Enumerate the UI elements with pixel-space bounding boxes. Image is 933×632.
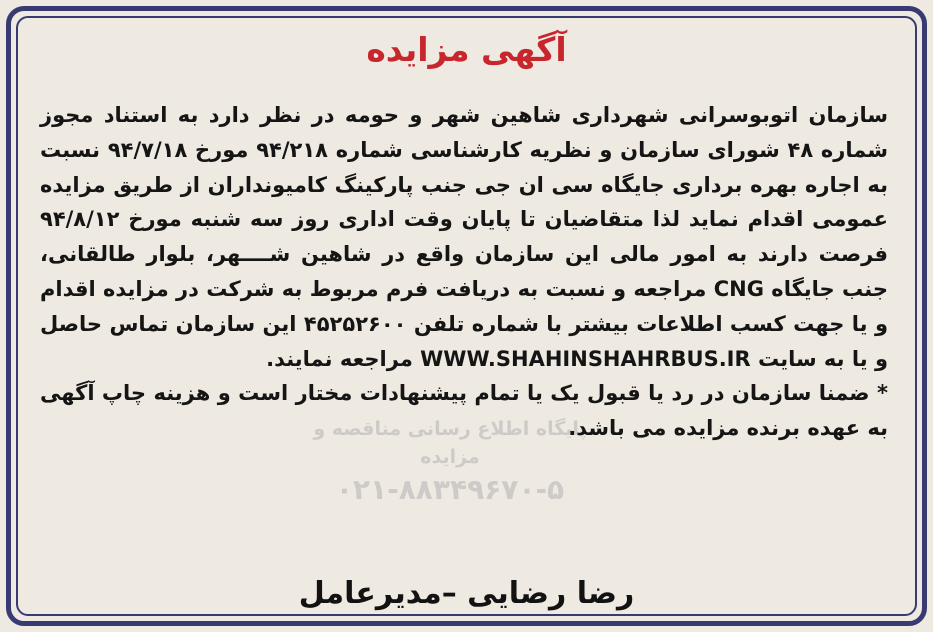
watermark-phone: ۰۲۱-۸۸۳۴۹۶۷۰-۵ [335,473,565,506]
note-paragraph: * ضمنا سازمان در رد یا قبول یک یا تمام پیشنهادات مختار است و هزینه چاپ آگهی به عهده برنده مزایده می باشد. [40,381,888,441]
website-link[interactable]: WWW.SHAHINSHAHRBUS.IR [420,346,751,371]
signature: رضا رضایی –مدیرعامل [298,576,635,611]
notice-body [40,98,888,446]
main-paragraph [40,98,888,376]
main-paragraph-text: سازمان اتوبوسرانی شهرداری شاهین شهر و حومه در نظر دارد به استناد مجوز شماره ۴۸ شورای سازمان و نظریه کارشناسی شماره ۹۴/۲۱۸ مورخ ۹۴/۷/۱۸ نسبت به اجاره بهره برداری جایگاه سی ان جی جنب پارکینگ کامیونداران از طریق مزایده عمومی اقدام نماید لذا متقاضیان تا پایان وقت اداری روز سه شنبه مورخ ۹۴/۸/۱۲ فرصت دارند به امور مالی این سازمان واقع در شاهین شــــهر، بلوار طالقانی، جنب جایگاه CNG مراجعه و نسبت به دریافت فرم مربوط به شرکت در مزایده اقدام و یا جهت کسب اطلاعات بیشتر با شماره تلفن ۴۵۲۵۲۶۰۰ این سازمان تماس حاصل و یا به سایت [40,103,889,371]
notice-title: آگهی مزایده [366,30,567,69]
watermark-text: پایگاه اطلاع رسانی مناقصه و مزایده [313,418,587,468]
main-paragraph-end: مراجعه نمایند. [266,346,413,371]
